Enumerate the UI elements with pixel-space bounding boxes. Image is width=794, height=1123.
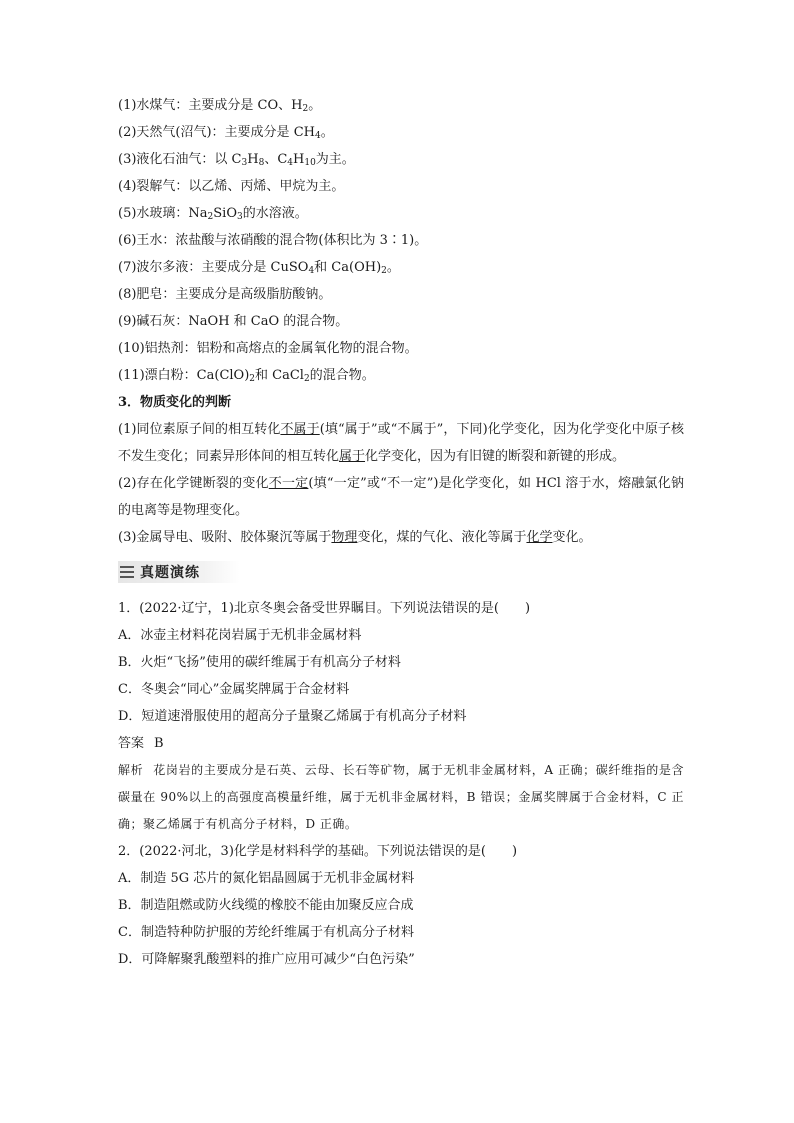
change-heading: 3．物质变化的判断 — [118, 395, 232, 410]
blank-answer: 不一定 — [268, 476, 309, 491]
change-paragraph-1: (1)同位素原子间的相互转化不属于(填“属于”或“不属于”，下同)化学变化，因为化学变化中原子核不发生变化；同素异形体间的相互转化属于化学变化，因为有旧键的断裂和新键的形成。 — [118, 422, 684, 464]
question-2-stem: 2．(2022·河北，3)化学是材料科学的基础。下列说法错误的是( ) — [118, 844, 518, 859]
mixture-item-1: (1)水煤气：主要成分是 CO、$H_2$。 — [118, 98, 322, 114]
answer-label: 答案 — [118, 736, 145, 751]
question-1-option-a: A．冰壶主材料花岗岩属于无机非金属材料 — [118, 628, 362, 643]
mixture-item-2: (2)天然气(沼气)：主要成分是 $CH_4$。 — [118, 125, 334, 141]
mixture-item-5: (5)水玻璃：$Na_2SiO_3$的水溶液。 — [118, 206, 308, 222]
question-2-option-a: A．制造 5G 芯片的氮化铝晶圆属于无机非金属材料 — [118, 871, 415, 886]
change-paragraph-2: (2)存在化学键断裂的变化不一定(填“一定”或“不一定”)是化学变化，如 HCl 溶于水，熔融氯化钠的电离等是物理变化。 — [118, 476, 684, 518]
question-1-option-d: D．短道速滑服使用的超高分子量聚乙烯属于有机高分子材料 — [118, 709, 467, 724]
blank-answer: 属于 — [339, 449, 366, 464]
analysis-label: 解析 — [118, 763, 144, 777]
list-icon — [120, 565, 134, 579]
change-paragraph-3: (3)金属导电、吸附、胶体聚沉等属于物理变化，煤的气化、液化等属于化学变化。 — [118, 530, 592, 545]
answer-value: B — [154, 736, 164, 751]
blank-answer: 物理 — [331, 530, 358, 545]
analysis-paragraph: 解析 花岗岩的主要成分是石英、云母、长石等矿物，属于无机非金属材料，A 正确；碳纤维指的是含碳量在 90%以上的高强度高模量纤维，属于无机非金属材料，B 错误；金属奖牌属于合金材料，C 正确；聚乙烯属于有机高分子材料，D 正确。 — [118, 763, 684, 831]
section-title: 真题演练 — [140, 565, 200, 581]
question-1-stem: 1．(2022·辽宁，1)北京冬奥会备受世界瞩目。下列说法错误的是( ) — [118, 601, 531, 616]
mixture-item-3: (3)液化石油气：以 $C_3H_8$、$C_4H_{10}$为主。 — [118, 152, 355, 168]
mixture-item-7: (7)波尔多液：主要成分是 CuSO$_4$和 $Ca(OH)_2$。 — [118, 260, 400, 276]
section-banner — [118, 561, 240, 583]
mixture-item-6: (6)王水：浓盐酸与浓硝酸的混合物(体积比为 3∶1)。 — [118, 233, 428, 248]
answer-line — [118, 730, 684, 757]
mixture-item-10: (10)铝热剂：铝粉和高熔点的金属氧化物的混合物。 — [118, 341, 418, 356]
question-1-option-b: B．火炬“飞扬”使用的碳纤维属于有机高分子材料 — [118, 655, 401, 670]
page-content — [118, 92, 684, 973]
section-header — [118, 559, 684, 585]
mixture-item-8: (8)肥皂：主要成分是高级脂肪酸钠。 — [118, 287, 332, 302]
blank-answer: 不属于 — [280, 422, 320, 437]
mixture-item-4: (4)裂解气：以乙烯、丙烯、甲烷为主。 — [118, 179, 345, 194]
mixture-item-9: (9)碱石灰：NaOH 和 CaO 的混合物。 — [118, 314, 349, 329]
question-1-option-c: C．冬奥会“同心”金属奖牌属于合金材料 — [118, 682, 350, 697]
question-2-option-d: D．可降解聚乳酸塑料的推广应用可减少“白色污染” — [118, 952, 415, 967]
question-2-option-b: B．制造阻燃或防火线缆的橡胶不能由加聚反应合成 — [118, 898, 414, 913]
blank-answer: 化学 — [526, 530, 553, 545]
question-2-option-c: C．制造特种防护服的芳纶纤维属于有机高分子材料 — [118, 925, 414, 940]
mixture-item-11: (11)漂白粉：$Ca(ClO)_2$和 CaCl$_2$的混合物。 — [118, 368, 375, 384]
